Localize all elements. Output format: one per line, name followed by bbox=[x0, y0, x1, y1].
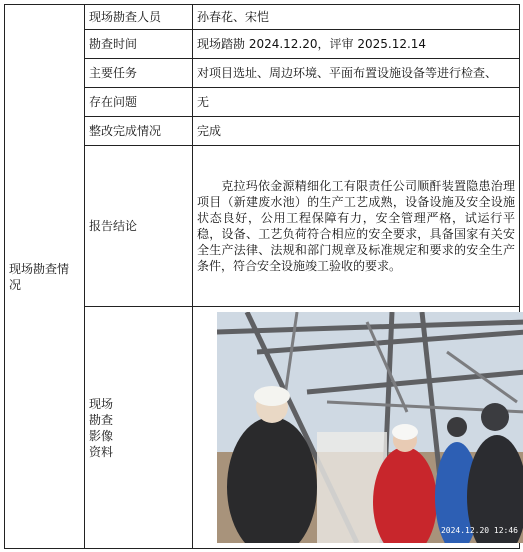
inspection-time-value: 现场踏勘 2024.12.20，评审 2025.12.14 bbox=[193, 30, 520, 59]
issues-label: 存在问题 bbox=[85, 88, 193, 117]
main-task-label: 主要任务 bbox=[85, 59, 193, 88]
inspectors-label: 现场勘查人员 bbox=[85, 5, 193, 30]
section-label: 现场勘查情况 bbox=[5, 5, 85, 549]
inspection-table bbox=[4, 4, 520, 549]
inspectors-value: 孙春花、宋恺 bbox=[193, 5, 520, 30]
issues-value: 无 bbox=[193, 88, 520, 117]
site-photo bbox=[217, 312, 523, 543]
site-photo-image bbox=[217, 312, 523, 543]
inspection-time-label: 勘查时间 bbox=[85, 30, 193, 59]
photo-label-text: 现场勘查影像资料 bbox=[89, 396, 114, 459]
conclusion-label: 报告结论 bbox=[85, 146, 193, 307]
rectification-label: 整改完成情况 bbox=[85, 117, 193, 146]
rectification-value: 完成 bbox=[193, 117, 520, 146]
photo-label bbox=[85, 307, 193, 549]
photo-cell bbox=[193, 307, 520, 549]
row-inspectors bbox=[5, 5, 520, 30]
conclusion-text-cell bbox=[193, 146, 520, 307]
conclusion-text: 克拉玛依金源精细化工有限责任公司顺酐装置隐患治理项目（新建废水池）的生产工艺成熟，设备设施及安全设施状态良好，公用工程保障有力，安全管理严格，试运行平稳，设备、工艺负荷符合相应的安全要求，具备国家有关安全生产法律、法规和部门规章及标准规定和要求的安全生产条件，符合安全设施竣工验收的要求。 bbox=[197, 179, 515, 273]
photo-timestamp: 2024.12.20 12:46 bbox=[440, 526, 518, 535]
main-task-value: 对项目选址、周边环境、平面布置设施设备等进行检查、 bbox=[193, 59, 520, 88]
